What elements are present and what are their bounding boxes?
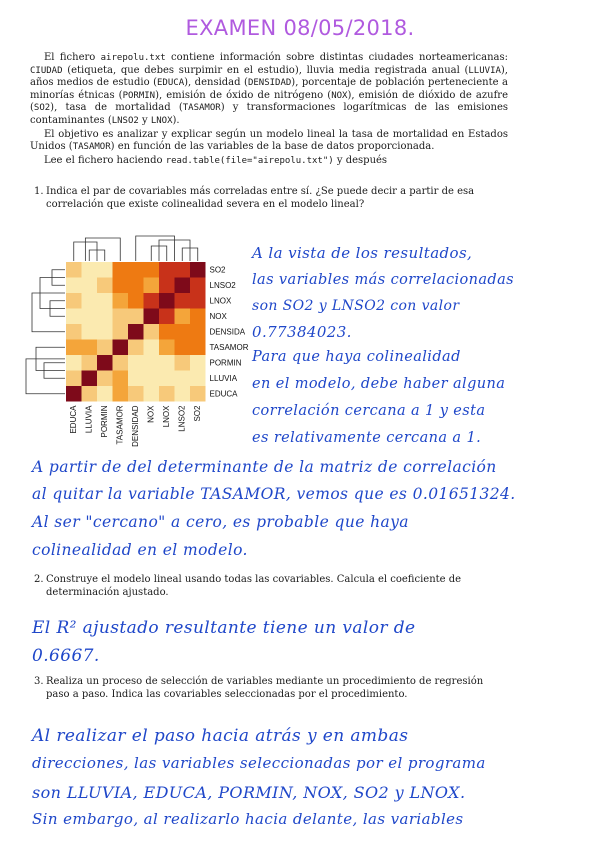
heatmap-cell — [113, 278, 129, 294]
heatmap-cell — [159, 262, 175, 278]
heatmap-cell — [82, 340, 98, 356]
heatmap-cell — [144, 262, 160, 278]
question-number: 2. — [34, 574, 44, 585]
heatmap-cell — [159, 309, 175, 325]
heatmap-cell — [175, 355, 191, 371]
heatmap-cell — [175, 371, 191, 387]
heatmap-cell — [82, 309, 98, 325]
heatmap-cell — [66, 386, 82, 402]
heatmap-row-label: TASAMOR — [209, 343, 249, 353]
heatmap-cell — [82, 278, 98, 294]
answer-1b-line-2: al quitar la variable TASAMOR, vemos que es 0.01651324. — [32, 485, 516, 503]
heatmap-cell — [97, 293, 113, 309]
heatmap-cell — [66, 262, 82, 278]
heatmap-cell — [113, 340, 129, 356]
heatmap-row-label: LLUVIA — [209, 374, 238, 384]
heatmap-col-label: NOX — [146, 405, 156, 423]
answer-1b-line-1: A partir de del determinante de la matriz de correlación — [32, 458, 497, 476]
answer-1b-line-4: colinealidad en el modelo. — [32, 541, 248, 559]
heatmap-cell — [128, 340, 144, 356]
answer-3-line-2: direcciones, las variables seleccionadas por el programa — [32, 754, 486, 772]
heatmap-cell — [175, 386, 191, 402]
heatmap-col-label: PORMIN — [100, 405, 110, 438]
heatmap-cell — [97, 309, 113, 325]
heatmap-cell — [82, 371, 98, 387]
answer-1-line-5: Para que haya colinealidad — [252, 349, 461, 365]
answer-1-line-2: las variables más correlacionadas — [252, 272, 514, 288]
answer-1-line-1: A la vista de los resultados, — [252, 244, 473, 262]
heatmap-cell — [159, 371, 175, 387]
heatmap-cell — [97, 340, 113, 356]
heatmap-cell — [82, 386, 98, 402]
heatmap-cell — [113, 293, 129, 309]
heatmap-cell — [159, 293, 175, 309]
answer-1-line-6: en el modelo, debe haber alguna — [252, 376, 506, 392]
heatmap-cell — [82, 324, 98, 340]
heatmap-col-label: TASAMOR — [115, 405, 125, 445]
answer-3-line-4: Sin embargo, al realizarlo hacia delante, las variables — [32, 810, 464, 828]
question-text: Realiza un proceso de selección de variables mediante un procedimiento de regresión paso a paso. Indica las covariables seleccionadas por el procedimiento. — [46, 676, 484, 700]
answer-1-line-8: es relativamente cercana a 1. — [252, 430, 482, 446]
heatmap-cell — [113, 324, 129, 340]
heatmap-cell — [144, 278, 160, 294]
heatmap-cell — [144, 309, 160, 325]
heatmap-col-label: LLUVIA — [84, 405, 94, 434]
heatmap-cell — [175, 278, 191, 294]
heatmap-cell — [128, 278, 144, 294]
heatmap-cell — [159, 340, 175, 356]
heatmap-row-label: NOX — [209, 312, 227, 322]
heatmap-cell — [97, 278, 113, 294]
question-text: Indica el par de covariables más correladas entre sí. ¿Se puede decir a partir de esa correlación que existe colinealidad severa en el modelo lineal? — [46, 186, 475, 210]
heatmap-cell — [144, 371, 160, 387]
question-1 — [34, 186, 504, 211]
heatmap-row-label: EDUCA — [209, 389, 238, 399]
heatmap-cell — [66, 340, 82, 356]
heatmap-cell — [190, 324, 206, 340]
heatmap-cell — [128, 262, 144, 278]
heatmap-cell — [97, 386, 113, 402]
heatmap-cell — [66, 278, 82, 294]
heatmap-cell — [66, 324, 82, 340]
heatmap-cell — [190, 340, 206, 356]
heatmap-row-label: PORMIN — [209, 358, 242, 368]
heatmap-col-label: SO2 — [193, 405, 203, 422]
heatmap-cell — [128, 355, 144, 371]
heatmap-cell — [82, 355, 98, 371]
heatmap-row-dendrogram-branch — [32, 293, 65, 332]
heatmap-cell — [190, 386, 206, 402]
heatmap-cell — [113, 386, 129, 402]
heatmap-cell — [175, 324, 191, 340]
heatmap-cell — [97, 262, 113, 278]
heatmap-cell — [175, 262, 191, 278]
heatmap-row-dendrogram-branch — [26, 359, 65, 394]
question-number: 1. — [34, 186, 44, 197]
heatmap-cell — [190, 371, 206, 387]
heatmap-cell — [113, 262, 129, 278]
heatmap-cell — [97, 355, 113, 371]
heatmap-cell — [159, 386, 175, 402]
heatmap-cell — [159, 324, 175, 340]
heatmap-row-label: DENSIDA — [209, 327, 246, 337]
heatmap-col-label: EDUCA — [69, 405, 79, 434]
question-number: 3. — [34, 676, 44, 687]
heatmap-cell — [144, 355, 160, 371]
answer-1-line-3: son SO2 y LNSO2 con valor — [252, 298, 460, 314]
heatmap-cell — [82, 262, 98, 278]
heatmap-cell — [190, 355, 206, 371]
heatmap-row-label: LNOX — [209, 296, 232, 306]
heatmap-cell — [97, 324, 113, 340]
answer-2-line-2: 0.6667. — [32, 646, 100, 666]
heatmap-cell — [175, 309, 191, 325]
intro-paragraph-1: El fichero airepolu.txt contiene información sobre distintas ciudades norteamericanas: CIUDAD (etiqueta, que debes surpimir en el estudio), lluvia media registrada anual (LLUVIA), años medios de estudio (EDUCA), densidad (DENSIDAD), porcentaje de población perteneciente a minorías étnicas (PORMIN), emisión de óxido de nitrógeno (NOX), emisión de dióxido de azufre (SO2), tasa de mortalidad (TASAMOR) y transformaciones logarítmicas de las emisiones contaminantes (LNSO2 y LNOX). — [30, 52, 509, 126]
heatmap-cell — [144, 340, 160, 356]
intro-paragraph-3: Lee el fichero haciendo read.table(file="airepolu.txt") y después — [44, 154, 388, 166]
heatmap-cell — [144, 293, 160, 309]
heatmap-cell — [128, 386, 144, 402]
heatmap-col-label: LNSO2 — [177, 405, 187, 432]
heatmap-cell — [128, 293, 144, 309]
heatmap-cell — [128, 309, 144, 325]
heatmap-cell — [66, 293, 82, 309]
intro-paragraph-2: El objetivo es analizar y explicar según un modelo lineal la tasa de mortalidad en Estados Unidos (TASAMOR) en función de las variables de la base de datos proporcionada. — [30, 128, 508, 153]
heatmap-col-label: DENSIDAD — [131, 405, 141, 447]
heatmap-cell — [128, 371, 144, 387]
answer-3-line-3: son LLUVIA, EDUCA, PORMIN, NOX, SO2 y LNOX. — [32, 783, 466, 802]
heatmap-col-label: LNOX — [162, 405, 172, 428]
heatmap-cell — [175, 340, 191, 356]
heatmap-cell — [66, 371, 82, 387]
heatmap-cell — [97, 371, 113, 387]
exam-title: EXAMEN 08/05/2018. — [185, 16, 415, 40]
intro-text — [30, 52, 508, 168]
heatmap-cell — [144, 386, 160, 402]
heatmap-cell — [144, 324, 160, 340]
correlation-heatmap — [14, 232, 249, 447]
question-2 — [34, 574, 504, 599]
heatmap-row-label: LNSO2 — [209, 281, 236, 291]
heatmap-col-dendrogram-branch — [85, 238, 120, 261]
question-text: Construye el modelo lineal usando todas las covariables. Calcula el coeficiente de determinación ajustado. — [46, 574, 462, 598]
heatmap-cell — [190, 278, 206, 294]
heatmap-cell — [175, 293, 191, 309]
question-3 — [34, 676, 504, 701]
heatmap-cell — [113, 355, 129, 371]
heatmap-cell — [113, 371, 129, 387]
heatmap-cell — [159, 278, 175, 294]
heatmap-cell — [128, 324, 144, 340]
answer-1-line-4: 0.77384023. — [252, 323, 352, 341]
heatmap-cell — [190, 309, 206, 325]
heatmap-row-label: SO2 — [209, 265, 226, 275]
answer-1b-line-3: Al ser "cercano" a cero, es probable que haya — [32, 513, 409, 531]
heatmap-cell — [82, 293, 98, 309]
answer-2-line-1: El R² ajustado resultante tiene un valor de — [32, 618, 416, 638]
answer-3-line-1: Al realizar el paso hacia atrás y en ambas — [32, 726, 409, 746]
heatmap-cell — [113, 309, 129, 325]
answer-1-line-7: correlación cercana a 1 y esta — [252, 403, 486, 419]
heatmap-cell — [66, 309, 82, 325]
heatmap-cell — [190, 262, 206, 278]
heatmap-cell — [190, 293, 206, 309]
heatmap-cell — [66, 355, 82, 371]
heatmap-cell — [159, 355, 175, 371]
